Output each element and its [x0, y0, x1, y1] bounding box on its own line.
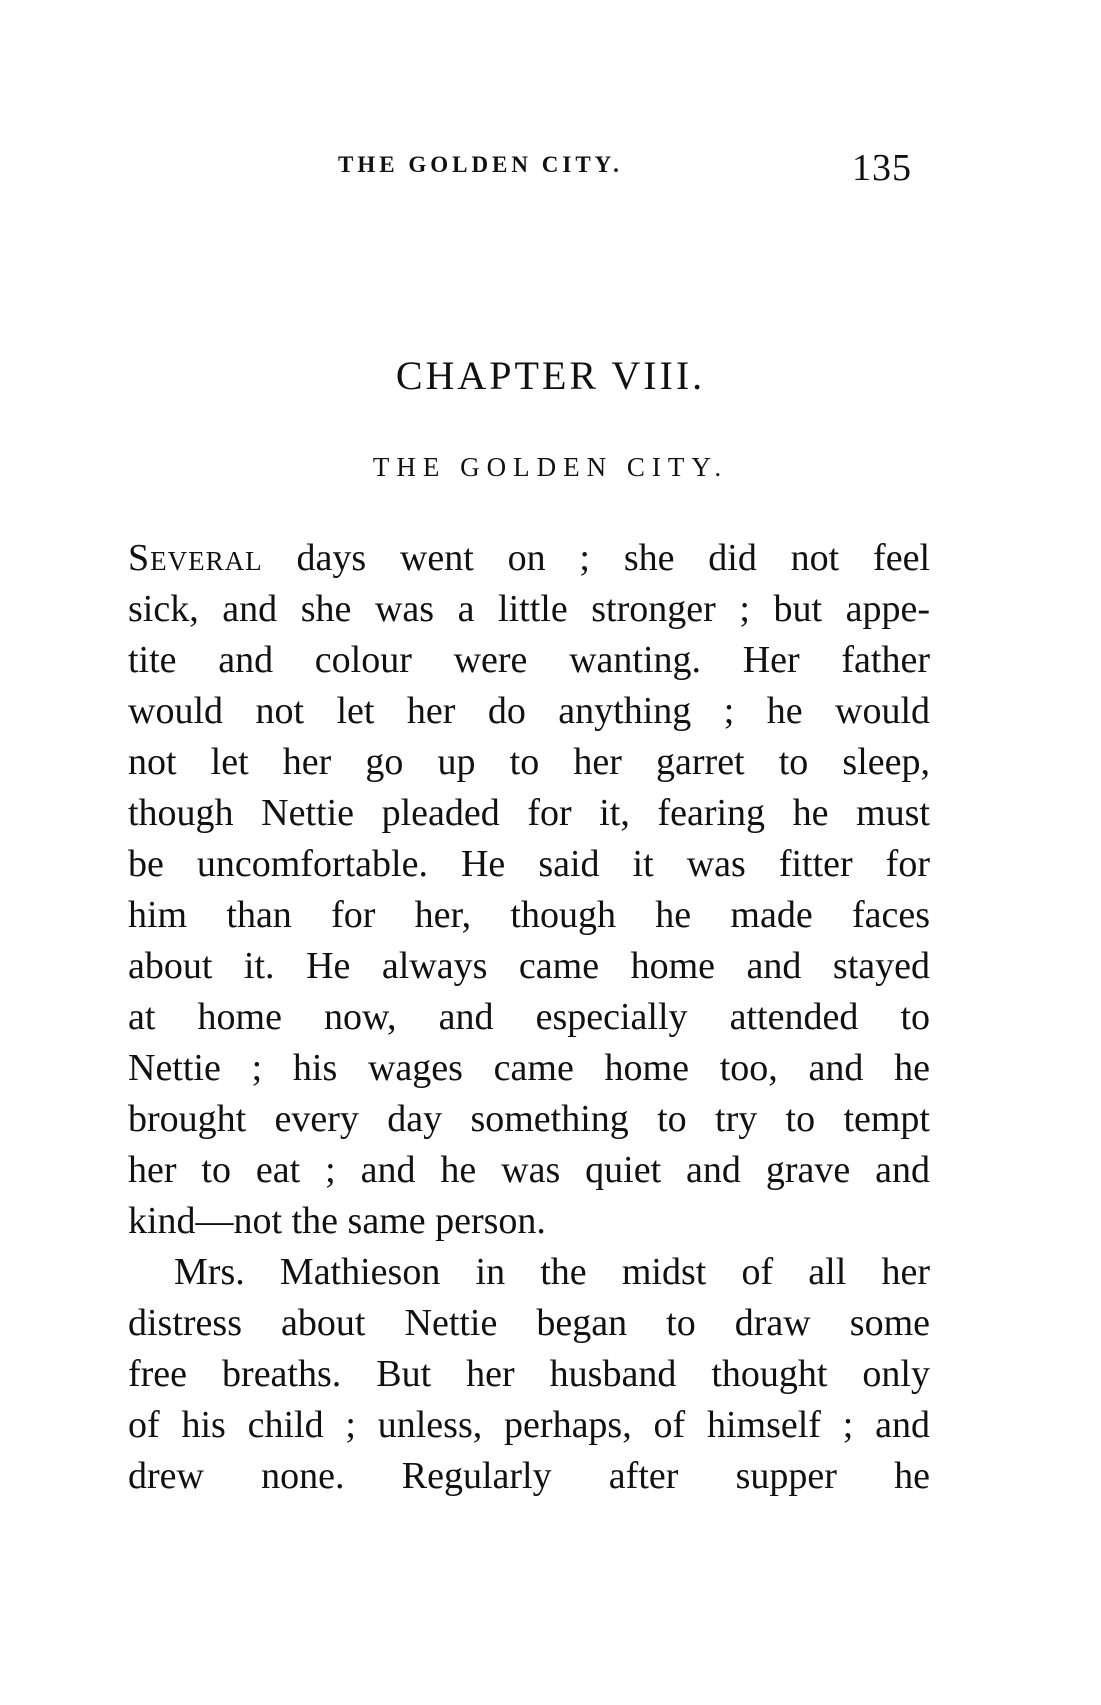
running-title: THE GOLDEN CITY.: [338, 152, 623, 177]
text-line: would not let her do anything ; he would: [128, 690, 930, 732]
text-line: of his child ; unless, perhaps, of himself ; and: [128, 1404, 930, 1446]
text-line: at home now, and especially attended to: [128, 996, 930, 1038]
paragraph-1: [128, 533, 930, 1247]
text-line: Mrs. Mathieson in the midst of all her: [174, 1251, 930, 1293]
line-text: days went on ; she did not feel: [262, 537, 930, 579]
text-line: him than for her, though he made faces: [128, 894, 930, 936]
text-line: kind—not the same person.: [128, 1200, 546, 1242]
chapter-subtitle: THE GOLDEN CITY.: [372, 452, 729, 482]
paragraph-2: [128, 1247, 930, 1502]
text-line: free breaths. But her husband thought only: [128, 1353, 930, 1395]
text-line: her to eat ; and he was quiet and grave and: [128, 1149, 930, 1191]
running-head: [0, 147, 1101, 192]
text-line: tite and colour were wanting. Her father: [128, 639, 930, 681]
text-line: drew none. Regularly after supper he: [128, 1455, 930, 1497]
chapter-heading: CHAPTER VIII.: [395, 353, 706, 398]
text-line: be uncomfortable. He said it was fitter for: [128, 843, 930, 885]
text-line: [128, 533, 930, 584]
text-line: sick, and she was a little stronger ; but appe-: [128, 588, 930, 630]
body-text: [128, 533, 930, 1502]
text-line: though Nettie pleaded for it, fearing he must: [128, 792, 930, 834]
drop-lead-word: Several: [128, 537, 263, 579]
page-number: 135: [852, 147, 912, 189]
text-line: distress about Nettie began to draw some: [128, 1302, 930, 1344]
text-line: brought every day something to try to tempt: [128, 1098, 930, 1140]
text-line: not let her go up to her garret to sleep,: [128, 741, 930, 783]
text-line: about it. He always came home and stayed: [128, 945, 930, 987]
text-line: Nettie ; his wages came home too, and he: [128, 1047, 930, 1089]
